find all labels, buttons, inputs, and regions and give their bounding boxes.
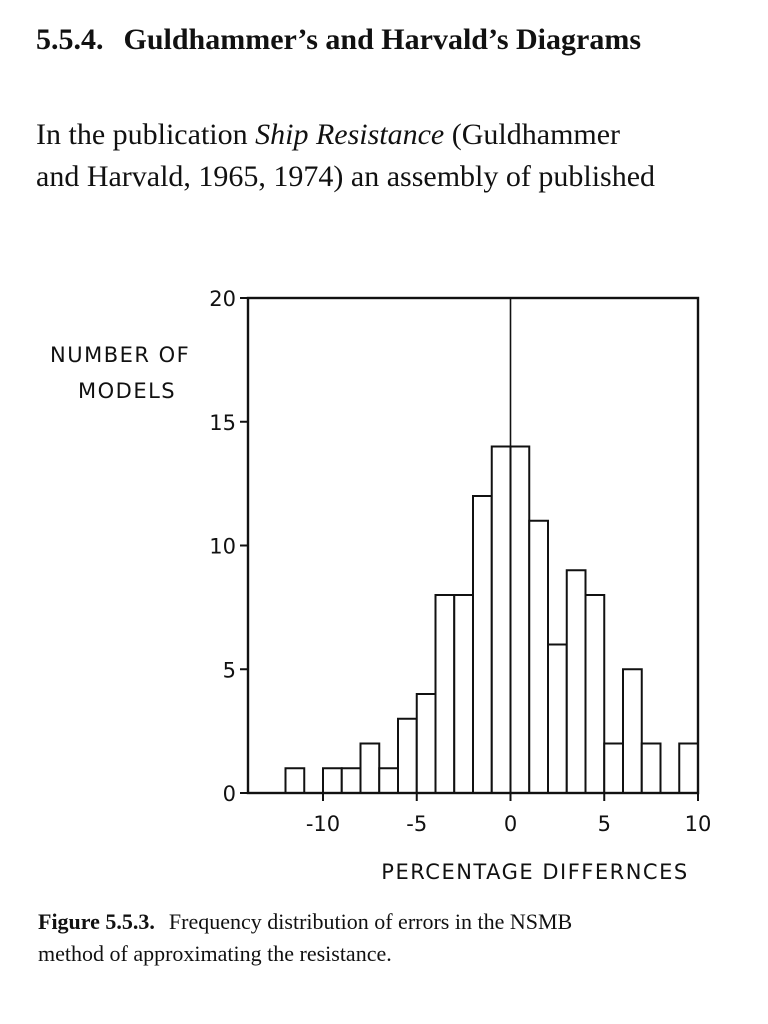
caption-text-1: Frequency distribution of errors in the NSMB (168, 909, 573, 934)
x-tick-label: -10 (305, 812, 341, 836)
histogram-bar (679, 744, 698, 794)
y-tick-label: 20 (209, 287, 236, 311)
histogram-bar (642, 744, 661, 794)
y-tick-label: 5 (222, 658, 236, 683)
section-number: 5.5.4. (36, 23, 104, 56)
intro-paragraph (36, 114, 736, 198)
histogram-bar (342, 768, 361, 793)
figure-label: Figure 5.5.3. (38, 909, 155, 934)
histogram-bar (586, 595, 605, 793)
histogram-chart (0, 260, 768, 900)
publication-title: Ship Resistance (255, 118, 445, 151)
histogram-bar (361, 744, 380, 794)
histogram-bar (286, 768, 305, 793)
histogram-bar (436, 595, 455, 793)
histogram-bar (548, 645, 567, 794)
y-axis-label-line-1: NUMBER OF (50, 343, 191, 367)
histogram-bar (511, 447, 530, 794)
histogram-bar (473, 496, 492, 793)
intro-line-2: and Harvald, 1965, 1974) an assembly of published (36, 160, 656, 193)
y-tick-label: 15 (209, 410, 236, 435)
histogram-bar (492, 447, 511, 794)
figure-caption (38, 906, 738, 970)
histogram-bar (323, 768, 342, 793)
histogram-bar (529, 521, 548, 793)
x-tick-label: -5 (406, 812, 428, 836)
histogram-bar (454, 595, 473, 793)
x-axis-label: PERCENTAGE DIFFERNCES (381, 860, 689, 884)
histogram-bar (604, 744, 623, 794)
histogram-bar (379, 768, 398, 793)
y-tick-label: 10 (209, 534, 236, 559)
caption-line-2: method of approximating the resistance. (38, 941, 392, 966)
histogram-bar (398, 719, 417, 793)
intro-line-1 (36, 114, 736, 156)
histogram-bar (623, 669, 642, 793)
histogram-bar (567, 570, 586, 793)
histogram-bar (417, 694, 436, 793)
bars-layer (286, 447, 699, 794)
intro-line-1-end: (Guldhammer (444, 118, 621, 151)
section-title: Guldhammer’s and Harvald’s Diagrams (123, 23, 641, 56)
y-tick-label: 0 (222, 782, 236, 806)
intro-line-1-start: In the publication (36, 118, 256, 151)
caption-line-1 (38, 906, 738, 938)
section-heading (36, 18, 736, 62)
x-tick-label: 0 (503, 812, 518, 836)
y-axis-label-line-2: MODELS (78, 379, 177, 403)
x-tick-label: 5 (597, 812, 611, 836)
x-tick-label: 10 (684, 812, 712, 836)
